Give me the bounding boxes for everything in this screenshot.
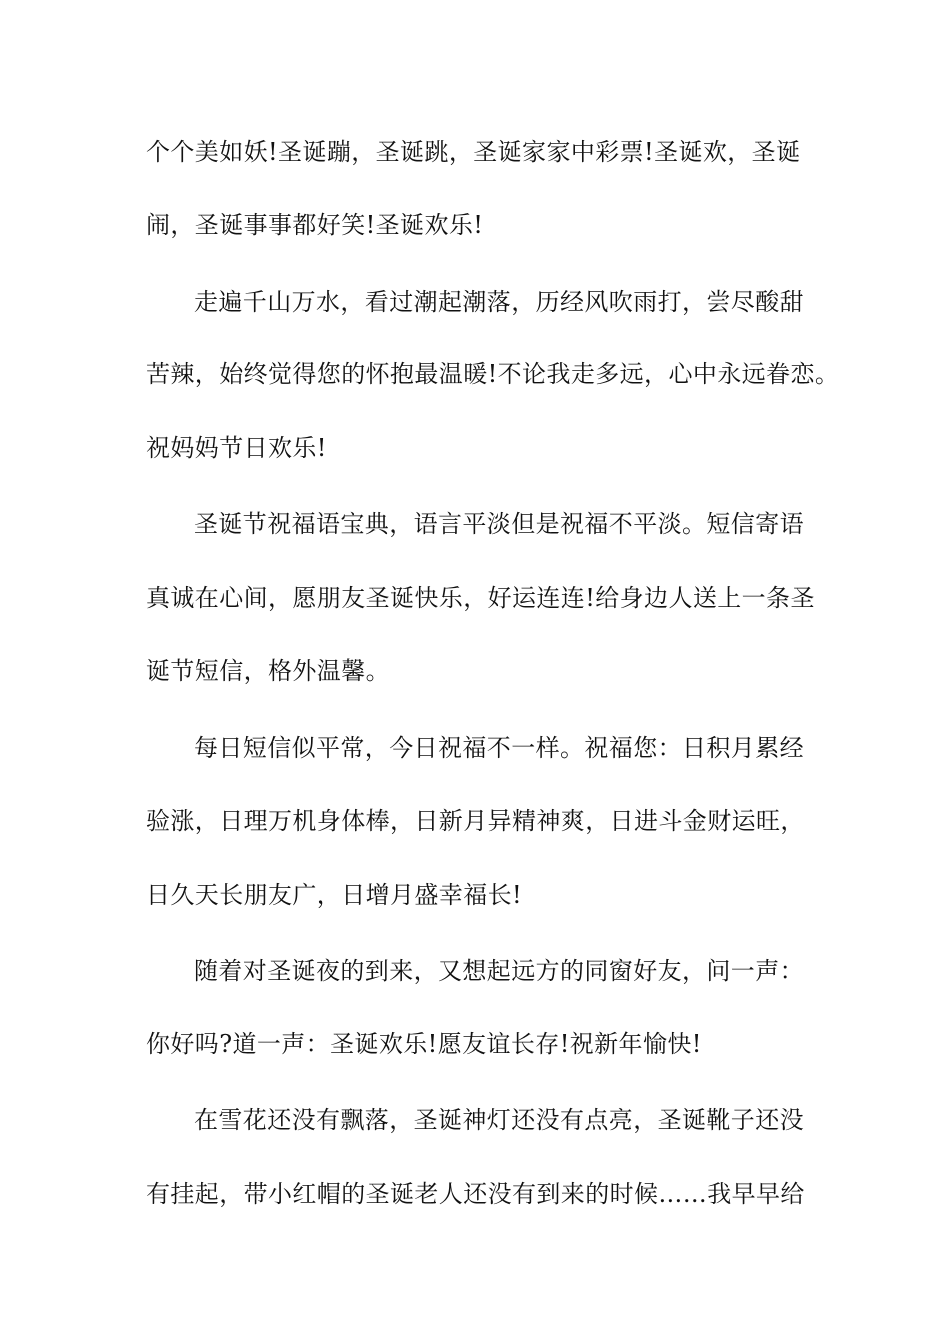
text-line-11: 日久天长朋友广，日增月盛幸福长! <box>146 881 523 909</box>
paragraph-start-line: 在雪花还没有飘落，圣诞神灯还没有点亮，圣诞靴子还没 <box>194 1106 804 1134</box>
text-line-2: 闹，圣诞事事都好笑!圣诞欢乐! <box>146 211 484 239</box>
text-line-13: 你好吗?道一声：圣诞欢乐!愿友谊长存!祝新年愉快! <box>146 1030 702 1058</box>
paragraph-start-line: 圣诞节祝福语宝典，语言平淡但是祝福不平淡。短信寄语 <box>194 510 804 538</box>
text-line-5: 祝妈妈节日欢乐! <box>146 434 327 462</box>
text-line-15: 有挂起，带小红帽的圣诞老人还没有到来的时候……我早早给 <box>146 1180 805 1208</box>
text-line-8: 诞节短信，格外温馨。 <box>146 657 390 685</box>
paragraph-start-line: 每日短信似平常，今日祝福不一样。祝福您：日积月累经 <box>194 734 804 762</box>
text-line-7: 真诚在心间，愿朋友圣诞快乐，好运连连!给身边人送上一条圣 <box>146 584 815 612</box>
paragraph-start-line: 随着对圣诞夜的到来，又想起远方的同窗好友，问一声： <box>194 957 804 985</box>
text-line-4: 苦辣，始终觉得您的怀抱最温暖!不论我走多远，心中永远眷恋。 <box>146 360 840 388</box>
text-line-1: 个个美如妖!圣诞蹦，圣诞跳，圣诞家家中彩票!圣诞欢，圣诞 <box>146 138 801 166</box>
paragraph-start-line: 走遍千山万水，看过潮起潮落，历经风吹雨打，尝尽酸甜 <box>194 288 804 316</box>
text-line-10: 验涨，日理万机身体棒，日新月异精神爽，日进斗金财运旺， <box>146 807 805 835</box>
